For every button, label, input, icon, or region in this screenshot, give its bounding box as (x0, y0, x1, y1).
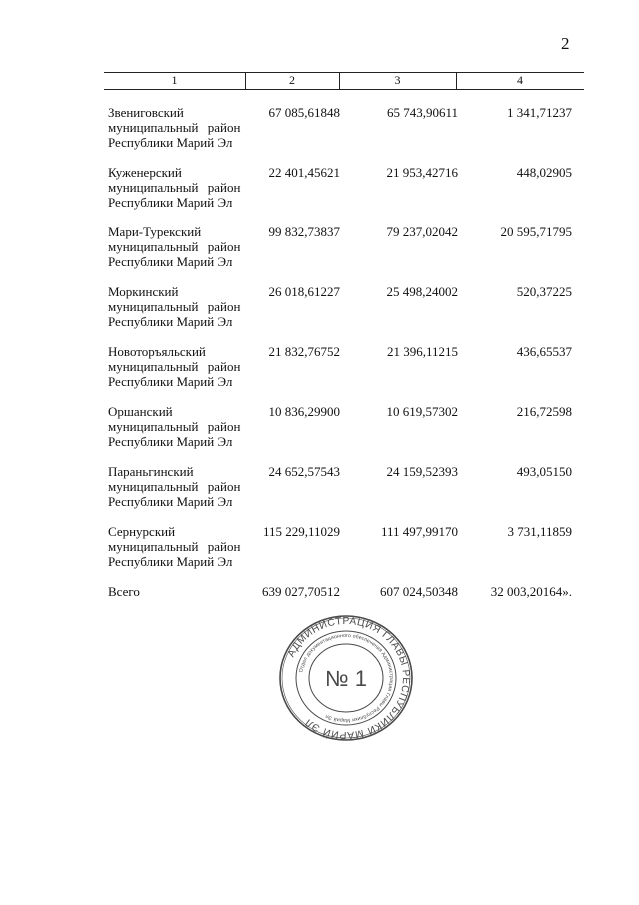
district-name-line: Новоторъяльский (108, 344, 206, 359)
district-name-line: Республики Марий Эл (108, 554, 233, 569)
column-header-3: 3 (394, 73, 401, 87)
amount-col-4: 448,02905 (516, 165, 572, 180)
amount-col-2: 26 018,61227 (268, 284, 340, 299)
amount-col-3: 607 024,50348 (380, 584, 458, 599)
amount-col-2: 639 027,70512 (262, 584, 340, 599)
district-name (108, 105, 248, 150)
district-name-line: Параньгинский (108, 464, 194, 479)
district-name (108, 464, 248, 509)
amount-col-4: 3 731,11859 (507, 524, 572, 539)
amount-col-3: 25 498,24002 (386, 284, 458, 299)
amount-col-4: 32 003,20164». (490, 584, 572, 599)
amount-col-4: 1 341,71237 (507, 105, 572, 120)
district-name (108, 524, 248, 569)
amount-col-2: 22 401,45621 (268, 165, 340, 180)
amount-col-4: 520,37225 (516, 284, 572, 299)
district-name (108, 584, 248, 599)
district-name-line: Республики Марий Эл (108, 374, 233, 389)
amount-col-3: 10 619,57302 (386, 404, 458, 419)
district-name-line: Сернурский (108, 524, 176, 539)
amount-col-3: 24 159,52393 (386, 464, 458, 479)
amount-col-3: 21 953,42716 (386, 165, 458, 180)
district-name-line: муниципальный район (108, 419, 241, 434)
district-name-line: Куженерский (108, 165, 182, 180)
amount-col-3: 65 743,90611 (386, 105, 458, 120)
page-number: 2 (561, 34, 570, 53)
district-name (108, 404, 248, 449)
amount-col-4: 216,72598 (516, 404, 572, 419)
district-name-line: Республики Марий Эл (108, 135, 233, 150)
column-header-2: 2 (289, 73, 295, 87)
district-name (108, 284, 248, 329)
amount-col-2: 10 836,29900 (268, 404, 340, 419)
district-name-line: Республики Марий Эл (108, 494, 233, 509)
district-name-line: Республики Марий Эл (108, 434, 233, 449)
district-name-line: муниципальный район (108, 299, 241, 314)
amount-col-3: 79 237,02042 (386, 224, 458, 239)
district-name-line: муниципальный район (108, 239, 241, 254)
amount-col-3: 111 497,99170 (380, 524, 458, 539)
amount-col-2: 24 652,57543 (268, 464, 340, 479)
stamp-inner-text: Отдел документационного обеспечения Администрации Главы Республики Марий Эл (298, 632, 395, 724)
amount-col-2: 99 832,73837 (268, 224, 340, 239)
stamp-outer-text: АДМИНИСТРАЦИЯ ГЛАВЫ РЕСПУБЛИКИ МАРИЙ ЭЛ (285, 615, 412, 741)
district-name-line: Республики Марий Эл (108, 195, 233, 210)
district-name-line: Звениговский (108, 105, 184, 120)
district-name (108, 224, 248, 269)
stamp-number-text: № 1 (325, 666, 367, 691)
amount-col-2: 21 832,76752 (268, 344, 340, 359)
amount-col-3: 21 396,11215 (386, 344, 458, 359)
amount-col-2: 67 085,61848 (268, 105, 340, 120)
amount-col-4: 436,65537 (516, 344, 572, 359)
amount-col-4: 20 595,71795 (500, 224, 572, 239)
district-name-line: Республики Марий Эл (108, 254, 233, 269)
district-name-line: муниципальный район (108, 539, 241, 554)
district-name-line: Всего (108, 584, 140, 599)
district-name-line: муниципальный район (108, 180, 241, 195)
table-header (104, 72, 584, 90)
district-name-line: муниципальный район (108, 359, 241, 374)
amount-col-4: 493,05150 (516, 464, 572, 479)
column-header-4: 4 (517, 73, 523, 87)
district-name (108, 165, 248, 210)
official-stamp (278, 614, 414, 742)
district-name-line: Оршанский (108, 404, 173, 419)
district-name-line: муниципальный район (108, 479, 241, 494)
district-name-line: муниципальный район (108, 120, 241, 135)
district-name-line: Республики Марий Эл (108, 314, 233, 329)
amount-col-2: 115 229,11029 (262, 524, 340, 539)
district-name (108, 344, 248, 389)
district-name-line: Моркинский (108, 284, 179, 299)
column-header-1: 1 (171, 73, 178, 87)
district-name-line: Мари-Турекский (108, 224, 202, 239)
